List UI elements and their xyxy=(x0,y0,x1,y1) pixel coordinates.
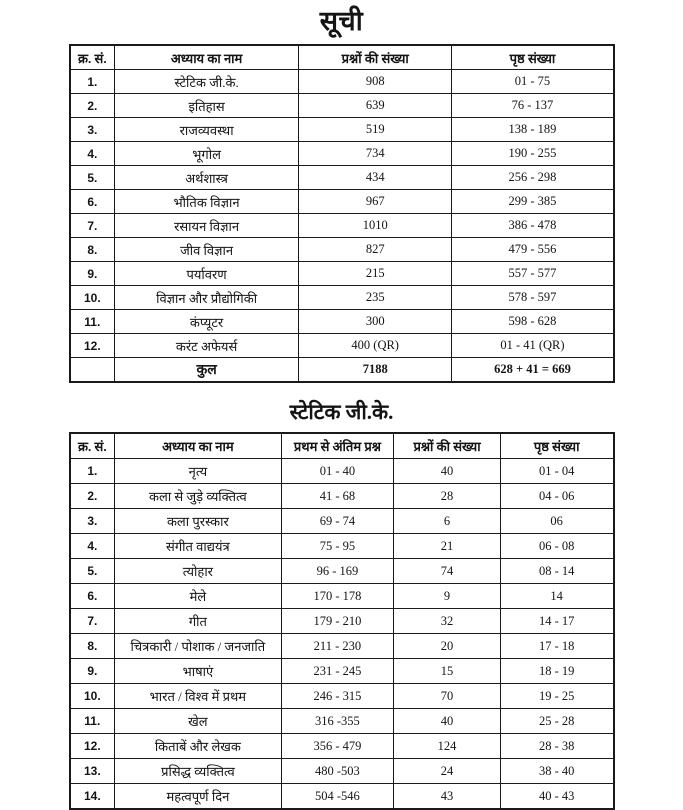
number-cell: 38 - 40 xyxy=(500,759,613,784)
table-row xyxy=(70,190,614,214)
column-header: पृष्ठ संख्या xyxy=(500,433,613,459)
number-cell: 400 (QR) xyxy=(299,334,452,358)
table-row xyxy=(70,459,614,484)
number-cell: 01 - 40 xyxy=(281,459,394,484)
number-cell: 08 - 14 xyxy=(500,559,613,584)
number-cell: 386 - 478 xyxy=(452,214,614,238)
chapter-name-cell: राजव्यवस्था xyxy=(115,118,299,142)
table-row xyxy=(70,684,614,709)
total-row xyxy=(70,358,614,383)
chapter-name-cell: गीत xyxy=(115,609,281,634)
serial-cell: 4. xyxy=(70,142,115,166)
table-row xyxy=(70,262,614,286)
chapter-name-cell: महत्वपूर्ण दिन xyxy=(115,784,281,810)
chapter-name-cell: भूगोल xyxy=(115,142,299,166)
serial-cell: 8. xyxy=(70,238,115,262)
number-cell: 28 xyxy=(394,484,501,509)
index-table xyxy=(69,44,615,383)
table-row xyxy=(70,709,614,734)
column-header: क्र. सं. xyxy=(70,45,115,70)
number-cell: 598 - 628 xyxy=(452,310,614,334)
chapter-name-cell: चित्रकारी / पोशाक / जनजाति xyxy=(115,634,281,659)
header-row xyxy=(70,45,614,70)
number-cell: 138 - 189 xyxy=(452,118,614,142)
number-cell: 01 - 41 (QR) xyxy=(452,334,614,358)
number-cell: 06 xyxy=(500,509,613,534)
table-row xyxy=(70,286,614,310)
header-row xyxy=(70,433,614,459)
column-header: अध्याय का नाम xyxy=(115,45,299,70)
number-cell: 96 - 169 xyxy=(281,559,394,584)
chapter-name-cell: किताबें और लेखक xyxy=(115,734,281,759)
column-header: अध्याय का नाम xyxy=(115,433,281,459)
chapter-name-cell: नृत्य xyxy=(115,459,281,484)
chapter-name-cell: जीव विज्ञान xyxy=(115,238,299,262)
serial-cell: 12. xyxy=(70,334,115,358)
number-cell: 124 xyxy=(394,734,501,759)
number-cell: 519 xyxy=(299,118,452,142)
serial-cell: 4. xyxy=(70,534,115,559)
number-cell: 299 - 385 xyxy=(452,190,614,214)
table-row xyxy=(70,238,614,262)
page-title: सूची xyxy=(319,6,364,36)
number-cell: 434 xyxy=(299,166,452,190)
column-header: पृष्ठ संख्या xyxy=(452,45,614,70)
number-cell: 43 xyxy=(394,784,501,810)
table-row xyxy=(70,310,614,334)
serial-cell: 10. xyxy=(70,286,115,310)
number-cell: 316 -355 xyxy=(281,709,394,734)
column-header: प्रश्नों की संख्या xyxy=(394,433,501,459)
number-cell: 557 - 577 xyxy=(452,262,614,286)
number-cell: 69 - 74 xyxy=(281,509,394,534)
serial-cell: 1. xyxy=(70,459,115,484)
table-row xyxy=(70,659,614,684)
number-cell: 74 xyxy=(394,559,501,584)
number-cell: 14 xyxy=(500,584,613,609)
static-gk-table xyxy=(69,432,615,810)
serial-cell: 8. xyxy=(70,634,115,659)
serial-cell: 3. xyxy=(70,118,115,142)
chapter-name-cell: कला पुरस्कार xyxy=(115,509,281,534)
number-cell: 40 - 43 xyxy=(500,784,613,810)
chapter-name-cell: भारत / विश्व में प्रथम xyxy=(115,684,281,709)
number-cell: 32 xyxy=(394,609,501,634)
chapter-name-cell: इतिहास xyxy=(115,94,299,118)
chapter-name-cell: विज्ञान और प्रौद्योगिकी xyxy=(115,286,299,310)
table-row xyxy=(70,214,614,238)
number-cell: 70 xyxy=(394,684,501,709)
serial-cell: 7. xyxy=(70,214,115,238)
number-cell: 578 - 597 xyxy=(452,286,614,310)
serial-cell: 1. xyxy=(70,70,115,94)
number-cell: 41 - 68 xyxy=(281,484,394,509)
chapter-name-cell: कंप्यूटर xyxy=(115,310,299,334)
chapter-name-cell: भौतिक विज्ञान xyxy=(115,190,299,214)
number-cell: 734 xyxy=(299,142,452,166)
number-cell: 246 - 315 xyxy=(281,684,394,709)
number-cell: 04 - 06 xyxy=(500,484,613,509)
chapter-name-cell: भाषाएं xyxy=(115,659,281,684)
number-cell: 300 xyxy=(299,310,452,334)
number-cell: 967 xyxy=(299,190,452,214)
serial-cell: 6. xyxy=(70,584,115,609)
table-row xyxy=(70,759,614,784)
table-row xyxy=(70,70,614,94)
table-row xyxy=(70,94,614,118)
section-title: स्टेटिक जी.के. xyxy=(289,400,394,424)
number-cell: 6 xyxy=(394,509,501,534)
chapter-name-cell: त्योहार xyxy=(115,559,281,584)
number-cell: 170 - 178 xyxy=(281,584,394,609)
table-row xyxy=(70,484,614,509)
number-cell: 1010 xyxy=(299,214,452,238)
number-cell: 827 xyxy=(299,238,452,262)
number-cell: 480 -503 xyxy=(281,759,394,784)
number-cell: 01 - 04 xyxy=(500,459,613,484)
chapter-name-cell: संगीत वाद्ययंत्र xyxy=(115,534,281,559)
serial-cell: 2. xyxy=(70,94,115,118)
number-cell: 231 - 245 xyxy=(281,659,394,684)
serial-cell: 5. xyxy=(70,559,115,584)
table-row xyxy=(70,584,614,609)
number-cell: 24 xyxy=(394,759,501,784)
number-cell: 25 - 28 xyxy=(500,709,613,734)
serial-cell: 5. xyxy=(70,166,115,190)
number-cell: 28 - 38 xyxy=(500,734,613,759)
chapter-name-cell: खेल xyxy=(115,709,281,734)
number-cell: 01 - 75 xyxy=(452,70,614,94)
serial-cell: 11. xyxy=(70,709,115,734)
column-header: प्रश्नों की संख्या xyxy=(299,45,452,70)
serial-cell xyxy=(70,358,115,383)
number-cell: 19 - 25 xyxy=(500,684,613,709)
number-cell: 18 - 19 xyxy=(500,659,613,684)
number-cell: 639 xyxy=(299,94,452,118)
table-row xyxy=(70,784,614,810)
table-row xyxy=(70,118,614,142)
serial-cell: 9. xyxy=(70,659,115,684)
table-row xyxy=(70,559,614,584)
chapter-name-cell: प्रसिद्ध व्यक्तित्व xyxy=(115,759,281,784)
table-row xyxy=(70,534,614,559)
chapter-name-cell: रसायन विज्ञान xyxy=(115,214,299,238)
serial-cell: 2. xyxy=(70,484,115,509)
serial-cell: 6. xyxy=(70,190,115,214)
serial-cell: 11. xyxy=(70,310,115,334)
serial-cell: 7. xyxy=(70,609,115,634)
number-cell: 190 - 255 xyxy=(452,142,614,166)
serial-cell: 12. xyxy=(70,734,115,759)
number-cell: 908 xyxy=(299,70,452,94)
table-row xyxy=(70,509,614,534)
column-header: प्रथम से अंतिम प्रश्न xyxy=(281,433,394,459)
serial-cell: 10. xyxy=(70,684,115,709)
table-row xyxy=(70,166,614,190)
chapter-name-cell: स्टेटिक जी.के. xyxy=(115,70,299,94)
column-header: क्र. सं. xyxy=(70,433,115,459)
chapter-name-cell: कला से जुड़े व्यक्तित्व xyxy=(115,484,281,509)
table-row xyxy=(70,334,614,358)
number-cell: 06 - 08 xyxy=(500,534,613,559)
number-cell: 75 - 95 xyxy=(281,534,394,559)
number-cell: 7188 xyxy=(299,358,452,383)
number-cell: 211 - 230 xyxy=(281,634,394,659)
number-cell: 17 - 18 xyxy=(500,634,613,659)
number-cell: 235 xyxy=(299,286,452,310)
number-cell: 40 xyxy=(394,709,501,734)
number-cell: 179 - 210 xyxy=(281,609,394,634)
number-cell: 21 xyxy=(394,534,501,559)
number-cell: 356 - 479 xyxy=(281,734,394,759)
number-cell: 14 - 17 xyxy=(500,609,613,634)
serial-cell: 14. xyxy=(70,784,115,810)
chapter-name-cell: पर्यावरण xyxy=(115,262,299,286)
number-cell: 256 - 298 xyxy=(452,166,614,190)
number-cell: 479 - 556 xyxy=(452,238,614,262)
number-cell: 628 + 41 = 669 xyxy=(452,358,614,383)
table-row xyxy=(70,609,614,634)
number-cell: 215 xyxy=(299,262,452,286)
number-cell: 20 xyxy=(394,634,501,659)
number-cell: 15 xyxy=(394,659,501,684)
table-row xyxy=(70,634,614,659)
number-cell: 504 -546 xyxy=(281,784,394,810)
table-row xyxy=(70,734,614,759)
serial-cell: 9. xyxy=(70,262,115,286)
serial-cell: 3. xyxy=(70,509,115,534)
serial-cell: 13. xyxy=(70,759,115,784)
chapter-name-cell: करंट अफेयर्स xyxy=(115,334,299,358)
chapter-name-cell: मेले xyxy=(115,584,281,609)
number-cell: 9 xyxy=(394,584,501,609)
table-row xyxy=(70,142,614,166)
chapter-name-cell: अर्थशास्त्र xyxy=(115,166,299,190)
chapter-name-cell: कुल xyxy=(115,358,299,383)
number-cell: 76 - 137 xyxy=(452,94,614,118)
number-cell: 40 xyxy=(394,459,501,484)
